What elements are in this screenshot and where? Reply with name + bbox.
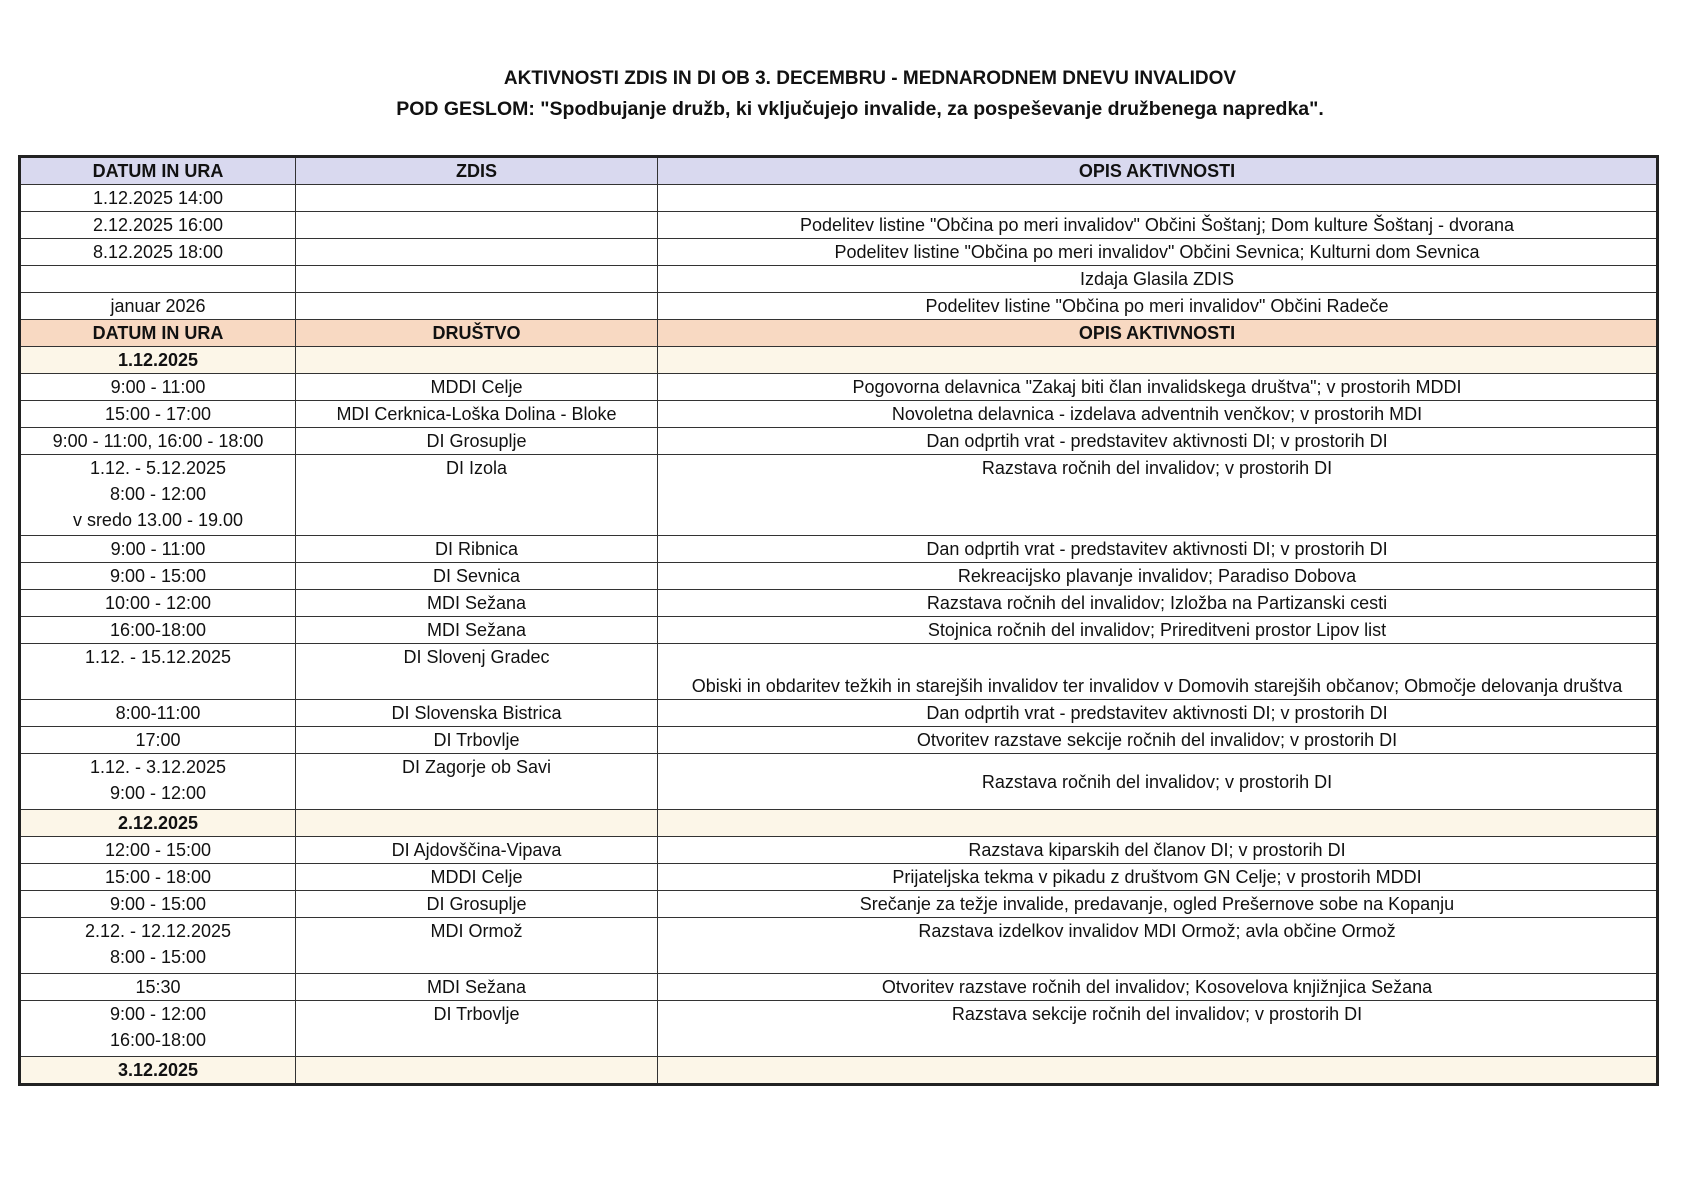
table-row <box>20 864 1658 891</box>
table-row <box>20 974 1658 1001</box>
date-group-empty <box>658 810 1658 837</box>
document-title: AKTIVNOSTI ZDIS IN DI OB 3. DECEMBRU - MEDNARODNEM DNEVU INVALIDOV <box>503 68 1237 89</box>
organization-cell: DI Slovenj Gradec <box>296 644 658 700</box>
table-row <box>20 754 1658 810</box>
date-group-empty <box>658 1057 1658 1085</box>
description-column-header: OPIS AKTIVNOSTI <box>658 157 1658 185</box>
date-group-label: 2.12.2025 <box>20 810 296 837</box>
organization-cell: DI Ribnica <box>296 536 658 563</box>
table-row <box>20 590 1658 617</box>
table-row <box>20 428 1658 455</box>
drustvo-column-header: DRUŠTVO <box>296 320 658 347</box>
description-cell: Razstava sekcije ročnih del invalidov; v prostorih DI <box>658 1001 1658 1057</box>
time-cell: 9:00 - 11:00 <box>20 374 296 401</box>
date-cell: 1.12.2025 14:00 <box>20 185 296 212</box>
organization-cell: MDI Sežana <box>296 617 658 644</box>
organization-cell <box>296 185 658 212</box>
document-subtitle: POD GESLOM: "Spodbujanje družb, ki vključujejo invalide, za pospeševanje družbenega napredka". <box>396 98 1324 120</box>
description-cell: Dan odprtih vrat - predstavitev aktivnosti DI; v prostorih DI <box>658 536 1658 563</box>
date-group-empty <box>296 1057 658 1085</box>
description-cell: Podelitev listine "Občina po meri invalidov" Občini Sevnica; Kulturni dom Sevnica <box>658 239 1658 266</box>
description-cell: Podelitev listine "Občina po meri invalidov" Občini Šoštanj; Dom kulture Šoštanj - dvorana <box>658 212 1658 239</box>
date-group-label: 3.12.2025 <box>20 1057 296 1085</box>
table-row <box>20 185 1658 212</box>
table-row <box>20 918 1658 974</box>
description-cell: Razstava kiparskih del članov DI; v prostorih DI <box>658 837 1658 864</box>
time-cell: 9:00 - 12:00 16:00-18:00 <box>20 1001 296 1057</box>
table-row <box>20 837 1658 864</box>
zdis-header-row <box>20 157 1658 185</box>
table-row <box>20 374 1658 401</box>
table-row <box>20 536 1658 563</box>
time-cell: 1.12. - 15.12.2025 <box>20 644 296 700</box>
description-cell: Obiski in obdaritev težkih in starejših invalidov ter invalidov v Domovih starejših občanov; Območje delovanja društva <box>658 644 1658 700</box>
time-cell: 9:00 - 15:00 <box>20 891 296 918</box>
description-cell: Razstava ročnih del invalidov; v prostorih DI <box>658 455 1658 536</box>
description-cell: Otvoritev razstave ročnih del invalidov; Kosovelova knjižnjica Sežana <box>658 974 1658 1001</box>
description-cell: Rekreacijsko plavanje invalidov; Paradiso Dobova <box>658 563 1658 590</box>
date-group-row <box>20 1057 1658 1085</box>
time-cell: 10:00 - 12:00 <box>20 590 296 617</box>
description-cell: Dan odprtih vrat - predstavitev aktivnosti DI; v prostorih DI <box>658 428 1658 455</box>
organization-cell: DI Grosuplje <box>296 428 658 455</box>
time-cell: 17:00 <box>20 727 296 754</box>
organization-cell: MDI Ormož <box>296 918 658 974</box>
description-cell: Pogovorna delavnica "Zakaj biti član invalidskega društva"; v prostorih MDDI <box>658 374 1658 401</box>
time-cell: 8:00-11:00 <box>20 700 296 727</box>
organization-cell: DI Izola <box>296 455 658 536</box>
description-cell: Razstava ročnih del invalidov; v prostorih DI <box>658 754 1658 810</box>
description-cell: Prijateljska tekma v pikadu z društvom GN Celje; v prostorih MDDI <box>658 864 1658 891</box>
date-group-label: 1.12.2025 <box>20 347 296 374</box>
description-cell: Novoletna delavnica - izdelava adventnih venčkov; v prostorih MDI <box>658 401 1658 428</box>
table-row <box>20 293 1658 320</box>
organization-cell: MDI Cerknica-Loška Dolina - Bloke <box>296 401 658 428</box>
time-cell: 9:00 - 15:00 <box>20 563 296 590</box>
date-group-empty <box>296 810 658 837</box>
table-row <box>20 891 1658 918</box>
description-cell: Otvoritev razstave sekcije ročnih del invalidov; v prostorih DI <box>658 727 1658 754</box>
description-column-header: OPIS AKTIVNOSTI <box>658 320 1658 347</box>
description-cell: Podelitev listine "Občina po meri invalidov" Občini Radeče <box>658 293 1658 320</box>
date-group-row <box>20 810 1658 837</box>
description-cell: Izdaja Glasila ZDIS <box>658 266 1658 293</box>
time-cell: 2.12. - 12.12.2025 8:00 - 15:00 <box>20 918 296 974</box>
time-cell: 1.12. - 3.12.2025 9:00 - 12:00 <box>20 754 296 810</box>
time-cell: 15:00 - 17:00 <box>20 401 296 428</box>
organization-cell: DI Slovenska Bistrica <box>296 700 658 727</box>
activities-table <box>18 155 1659 1086</box>
organization-cell: DI Trbovlje <box>296 727 658 754</box>
organization-cell: DI Grosuplje <box>296 891 658 918</box>
time-cell: 1.12. - 5.12.2025 8:00 - 12:00 v sredo 13.00 - 19.00 <box>20 455 296 536</box>
organization-cell <box>296 239 658 266</box>
table-row <box>20 1001 1658 1057</box>
organization-cell: MDDI Celje <box>296 864 658 891</box>
time-cell: 15:00 - 18:00 <box>20 864 296 891</box>
table-row <box>20 644 1658 700</box>
table-row <box>20 401 1658 428</box>
table-row <box>20 239 1658 266</box>
description-cell: Srečanje za težje invalide, predavanje, ogled Prešernove sobe na Kopanju <box>658 891 1658 918</box>
date-group-empty <box>658 347 1658 374</box>
time-cell: 9:00 - 11:00 <box>20 536 296 563</box>
organization-cell: MDDI Celje <box>296 374 658 401</box>
time-cell: 12:00 - 15:00 <box>20 837 296 864</box>
date-cell: 8.12.2025 18:00 <box>20 239 296 266</box>
organization-cell <box>296 266 658 293</box>
description-cell: Razstava ročnih del invalidov; Izložba na Partizanski cesti <box>658 590 1658 617</box>
date-group-row <box>20 347 1658 374</box>
table-row <box>20 212 1658 239</box>
description-cell: Razstava izdelkov invalidov MDI Ormož; avla občine Ormož <box>658 918 1658 974</box>
table-row <box>20 700 1658 727</box>
table-row <box>20 455 1658 536</box>
date-column-header: DATUM IN URA <box>20 157 296 185</box>
organization-cell: MDI Sežana <box>296 974 658 1001</box>
description-cell <box>658 185 1658 212</box>
date-cell <box>20 266 296 293</box>
time-cell: 16:00-18:00 <box>20 617 296 644</box>
organization-cell: DI Sevnica <box>296 563 658 590</box>
zdis-column-header: ZDIS <box>296 157 658 185</box>
time-cell: 15:30 <box>20 974 296 1001</box>
organization-cell: DI Ajdovščina-Vipava <box>296 837 658 864</box>
organization-cell: DI Trbovlje <box>296 1001 658 1057</box>
date-cell: januar 2026 <box>20 293 296 320</box>
drustvo-header-row <box>20 320 1658 347</box>
description-cell: Stojnica ročnih del invalidov; Prireditveni prostor Lipov list <box>658 617 1658 644</box>
organization-cell <box>296 212 658 239</box>
date-group-empty <box>296 347 658 374</box>
organization-cell: MDI Sežana <box>296 590 658 617</box>
date-column-header: DATUM IN URA <box>20 320 296 347</box>
table-row <box>20 266 1658 293</box>
table-row <box>20 617 1658 644</box>
date-cell: 2.12.2025 16:00 <box>20 212 296 239</box>
organization-cell: DI Zagorje ob Savi <box>296 754 658 810</box>
time-cell: 9:00 - 11:00, 16:00 - 18:00 <box>20 428 296 455</box>
table-row <box>20 563 1658 590</box>
description-cell: Dan odprtih vrat - predstavitev aktivnosti DI; v prostorih DI <box>658 700 1658 727</box>
organization-cell <box>296 293 658 320</box>
table-row <box>20 727 1658 754</box>
